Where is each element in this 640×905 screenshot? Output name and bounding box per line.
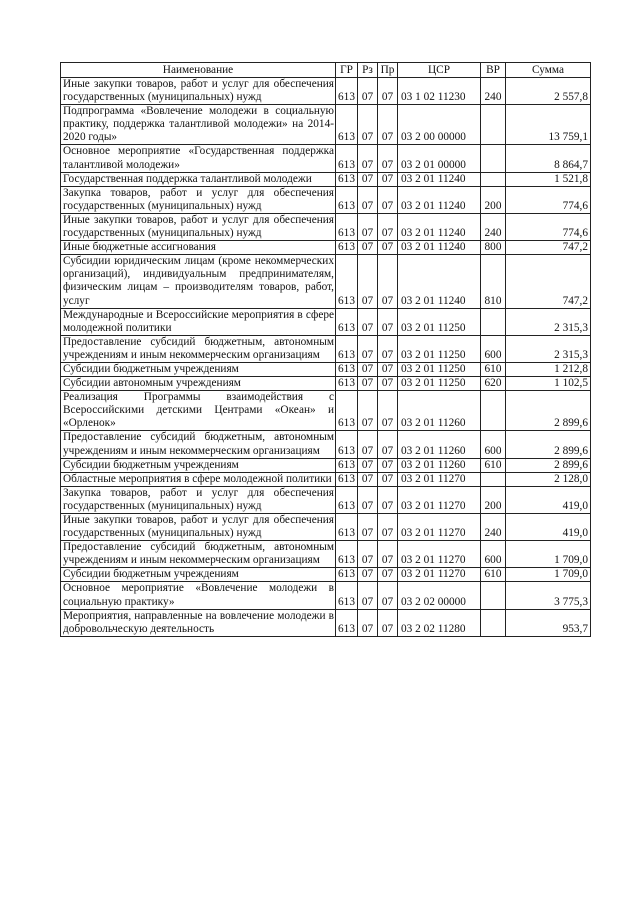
table-row: [61, 541, 591, 568]
csr-cell: 03 2 01 11250: [398, 377, 481, 391]
vr-cell: 240: [481, 78, 506, 105]
gr-cell: 613: [336, 431, 358, 458]
rz-cell: 07: [358, 105, 378, 145]
vr-cell: 610: [481, 568, 506, 582]
table-row: [61, 172, 591, 186]
vr-cell: 600: [481, 541, 506, 568]
rz-cell: 07: [358, 458, 378, 472]
pr-cell: 07: [378, 186, 398, 213]
name-cell: Областные мероприятия в сфере молодежной политики: [61, 472, 336, 486]
gr-cell: 613: [336, 486, 358, 513]
name-cell: Закупка товаров, работ и услуг для обеспечения государственных (муниципальных) нужд: [61, 486, 336, 513]
csr-cell: 03 2 01 11240: [398, 255, 481, 308]
vr-cell: 200: [481, 486, 506, 513]
vr-cell: [481, 308, 506, 335]
pr-cell: 07: [378, 609, 398, 636]
vr-cell: [481, 472, 506, 486]
pr-cell: 07: [378, 431, 398, 458]
table-row: [61, 308, 591, 335]
gr-cell: 613: [336, 241, 358, 255]
table-row: [61, 335, 591, 362]
gr-cell: 613: [336, 609, 358, 636]
name-cell: Предоставление субсидий бюджетным, автономным учреждениям и иным некоммерческим организациям: [61, 541, 336, 568]
csr-cell: 03 2 01 11250: [398, 335, 481, 362]
table-row: [61, 568, 591, 582]
gr-cell: 613: [336, 514, 358, 541]
name-cell: Государственная поддержка талантливой молодежи: [61, 172, 336, 186]
csr-cell: 03 2 01 11250: [398, 308, 481, 335]
pr-cell: 07: [378, 486, 398, 513]
csr-cell: 03 2 01 11270: [398, 568, 481, 582]
sum-cell: 419,0: [506, 514, 591, 541]
header-name: Наименование: [61, 63, 336, 78]
pr-cell: 07: [378, 105, 398, 145]
gr-cell: 613: [336, 458, 358, 472]
gr-cell: 613: [336, 78, 358, 105]
csr-cell: 03 2 01 11270: [398, 472, 481, 486]
name-cell: Подпрограмма «Вовлечение молодежи в социальную практику, поддержка талантливой молодежи» на 2014-2020 годы»: [61, 105, 336, 145]
table-row: [61, 213, 591, 240]
table-row: [61, 186, 591, 213]
csr-cell: 03 2 01 11240: [398, 241, 481, 255]
name-cell: Субсидии бюджетным учреждениям: [61, 362, 336, 376]
table-row: [61, 362, 591, 376]
pr-cell: 07: [378, 472, 398, 486]
header-gr: ГР: [336, 63, 358, 78]
sum-cell: 2 315,3: [506, 335, 591, 362]
rz-cell: 07: [358, 335, 378, 362]
table-row: [61, 391, 591, 431]
sum-cell: 1 102,5: [506, 377, 591, 391]
gr-cell: 613: [336, 582, 358, 609]
name-cell: Реализация Программы взаимодействия с Всероссийскими детскими Центрами «Океан» и «Орленок»: [61, 391, 336, 431]
vr-cell: 620: [481, 377, 506, 391]
vr-cell: 810: [481, 255, 506, 308]
gr-cell: 613: [336, 145, 358, 172]
table-row: [61, 458, 591, 472]
table-row: [61, 255, 591, 308]
pr-cell: 07: [378, 241, 398, 255]
sum-cell: 2 899,6: [506, 458, 591, 472]
sum-cell: 747,2: [506, 255, 591, 308]
gr-cell: 613: [336, 541, 358, 568]
table-row: [61, 241, 591, 255]
sum-cell: 774,6: [506, 213, 591, 240]
name-cell: Основное мероприятие «Вовлечение молодежи в социальную практику»: [61, 582, 336, 609]
rz-cell: 07: [358, 145, 378, 172]
name-cell: Предоставление субсидий бюджетным, автономным учреждениям и иным некоммерческим организациям: [61, 431, 336, 458]
table-row: [61, 431, 591, 458]
pr-cell: 07: [378, 582, 398, 609]
rz-cell: 07: [358, 255, 378, 308]
pr-cell: 07: [378, 213, 398, 240]
rz-cell: 07: [358, 431, 378, 458]
pr-cell: 07: [378, 514, 398, 541]
sum-cell: 953,7: [506, 609, 591, 636]
table-row: [61, 377, 591, 391]
gr-cell: 613: [336, 172, 358, 186]
csr-cell: 03 2 02 11280: [398, 609, 481, 636]
vr-cell: [481, 391, 506, 431]
sum-cell: 2 899,6: [506, 431, 591, 458]
gr-cell: 613: [336, 308, 358, 335]
name-cell: Международные и Всероссийские мероприятия в сфере молодежной политики: [61, 308, 336, 335]
name-cell: Основное мероприятие «Государственная поддержка талантливой молодежи»: [61, 145, 336, 172]
csr-cell: 03 2 01 11270: [398, 541, 481, 568]
name-cell: Иные закупки товаров, работ и услуг для обеспечения государственных (муниципальных) нужд: [61, 78, 336, 105]
rz-cell: 07: [358, 486, 378, 513]
rz-cell: 07: [358, 213, 378, 240]
sum-cell: 747,2: [506, 241, 591, 255]
gr-cell: 613: [336, 377, 358, 391]
document-page: [60, 62, 590, 637]
sum-cell: 3 775,3: [506, 582, 591, 609]
pr-cell: 07: [378, 308, 398, 335]
sum-cell: 2 315,3: [506, 308, 591, 335]
rz-cell: 07: [358, 377, 378, 391]
vr-cell: [481, 145, 506, 172]
vr-cell: 600: [481, 335, 506, 362]
sum-cell: 8 864,7: [506, 145, 591, 172]
csr-cell: 03 2 01 11260: [398, 431, 481, 458]
name-cell: Закупка товаров, работ и услуг для обеспечения государственных (муниципальных) нужд: [61, 186, 336, 213]
pr-cell: 07: [378, 172, 398, 186]
name-cell: Иные закупки товаров, работ и услуг для обеспечения государственных (муниципальных) нужд: [61, 514, 336, 541]
header-rz: Рз: [358, 63, 378, 78]
csr-cell: 03 2 01 11260: [398, 458, 481, 472]
vr-cell: 610: [481, 458, 506, 472]
pr-cell: 07: [378, 78, 398, 105]
table-row: [61, 514, 591, 541]
csr-cell: 03 2 01 11260: [398, 391, 481, 431]
rz-cell: 07: [358, 362, 378, 376]
gr-cell: 613: [336, 105, 358, 145]
pr-cell: 07: [378, 335, 398, 362]
name-cell: Субсидии юридическим лицам (кроме некоммерческих организаций), индивидуальным предпринимателям, физическим лицам – производителям товаров, работ, услуг: [61, 255, 336, 308]
pr-cell: 07: [378, 362, 398, 376]
rz-cell: 07: [358, 472, 378, 486]
name-cell: Иные закупки товаров, работ и услуг для обеспечения государственных (муниципальных) нужд: [61, 213, 336, 240]
vr-cell: [481, 609, 506, 636]
vr-cell: 610: [481, 362, 506, 376]
vr-cell: [481, 582, 506, 609]
gr-cell: 613: [336, 362, 358, 376]
name-cell: Субсидии бюджетным учреждениям: [61, 568, 336, 582]
vr-cell: 600: [481, 431, 506, 458]
header-vr: ВР: [481, 63, 506, 78]
sum-cell: 2 557,8: [506, 78, 591, 105]
csr-cell: 03 2 01 11240: [398, 213, 481, 240]
table-row: [61, 486, 591, 513]
vr-cell: 200: [481, 186, 506, 213]
csr-cell: 03 2 01 11240: [398, 172, 481, 186]
csr-cell: 03 2 01 11250: [398, 362, 481, 376]
rz-cell: 07: [358, 609, 378, 636]
gr-cell: 613: [336, 213, 358, 240]
header-pr: Пр: [378, 63, 398, 78]
gr-cell: 613: [336, 391, 358, 431]
gr-cell: 613: [336, 335, 358, 362]
vr-cell: 240: [481, 213, 506, 240]
pr-cell: 07: [378, 458, 398, 472]
sum-cell: 2 899,6: [506, 391, 591, 431]
table-row: [61, 105, 591, 145]
table-row: [61, 609, 591, 636]
rz-cell: 07: [358, 241, 378, 255]
sum-cell: 419,0: [506, 486, 591, 513]
csr-cell: 03 2 01 00000: [398, 145, 481, 172]
csr-cell: 03 1 02 11230: [398, 78, 481, 105]
sum-cell: 1 709,0: [506, 568, 591, 582]
table-row: [61, 582, 591, 609]
table-header-row: [61, 63, 591, 78]
pr-cell: 07: [378, 568, 398, 582]
table-row: [61, 472, 591, 486]
budget-table: [60, 62, 591, 637]
vr-cell: [481, 172, 506, 186]
sum-cell: 774,6: [506, 186, 591, 213]
csr-cell: 03 2 01 11240: [398, 186, 481, 213]
csr-cell: 03 2 01 11270: [398, 486, 481, 513]
name-cell: Иные бюджетные ассигнования: [61, 241, 336, 255]
header-csr: ЦСР: [398, 63, 481, 78]
sum-cell: 13 759,1: [506, 105, 591, 145]
rz-cell: 07: [358, 391, 378, 431]
csr-cell: 03 2 01 11270: [398, 514, 481, 541]
pr-cell: 07: [378, 541, 398, 568]
sum-cell: 2 128,0: [506, 472, 591, 486]
table-row: [61, 145, 591, 172]
name-cell: Субсидии бюджетным учреждениям: [61, 458, 336, 472]
csr-cell: 03 2 00 00000: [398, 105, 481, 145]
pr-cell: 07: [378, 145, 398, 172]
gr-cell: 613: [336, 472, 358, 486]
rz-cell: 07: [358, 78, 378, 105]
sum-cell: 1 709,0: [506, 541, 591, 568]
pr-cell: 07: [378, 377, 398, 391]
gr-cell: 613: [336, 186, 358, 213]
table-row: [61, 78, 591, 105]
rz-cell: 07: [358, 172, 378, 186]
pr-cell: 07: [378, 391, 398, 431]
rz-cell: 07: [358, 308, 378, 335]
header-sum: Сумма: [506, 63, 591, 78]
sum-cell: 1 521,8: [506, 172, 591, 186]
gr-cell: 613: [336, 568, 358, 582]
vr-cell: 240: [481, 514, 506, 541]
rz-cell: 07: [358, 568, 378, 582]
name-cell: Мероприятия, направленные на вовлечение молодежи в добровольческую деятельность: [61, 609, 336, 636]
rz-cell: 07: [358, 541, 378, 568]
rz-cell: 07: [358, 186, 378, 213]
rz-cell: 07: [358, 582, 378, 609]
sum-cell: 1 212,8: [506, 362, 591, 376]
rz-cell: 07: [358, 514, 378, 541]
name-cell: Субсидии автономным учреждениям: [61, 377, 336, 391]
vr-cell: 800: [481, 241, 506, 255]
csr-cell: 03 2 02 00000: [398, 582, 481, 609]
gr-cell: 613: [336, 255, 358, 308]
vr-cell: [481, 105, 506, 145]
pr-cell: 07: [378, 255, 398, 308]
name-cell: Предоставление субсидий бюджетным, автономным учреждениям и иным некоммерческим организациям: [61, 335, 336, 362]
